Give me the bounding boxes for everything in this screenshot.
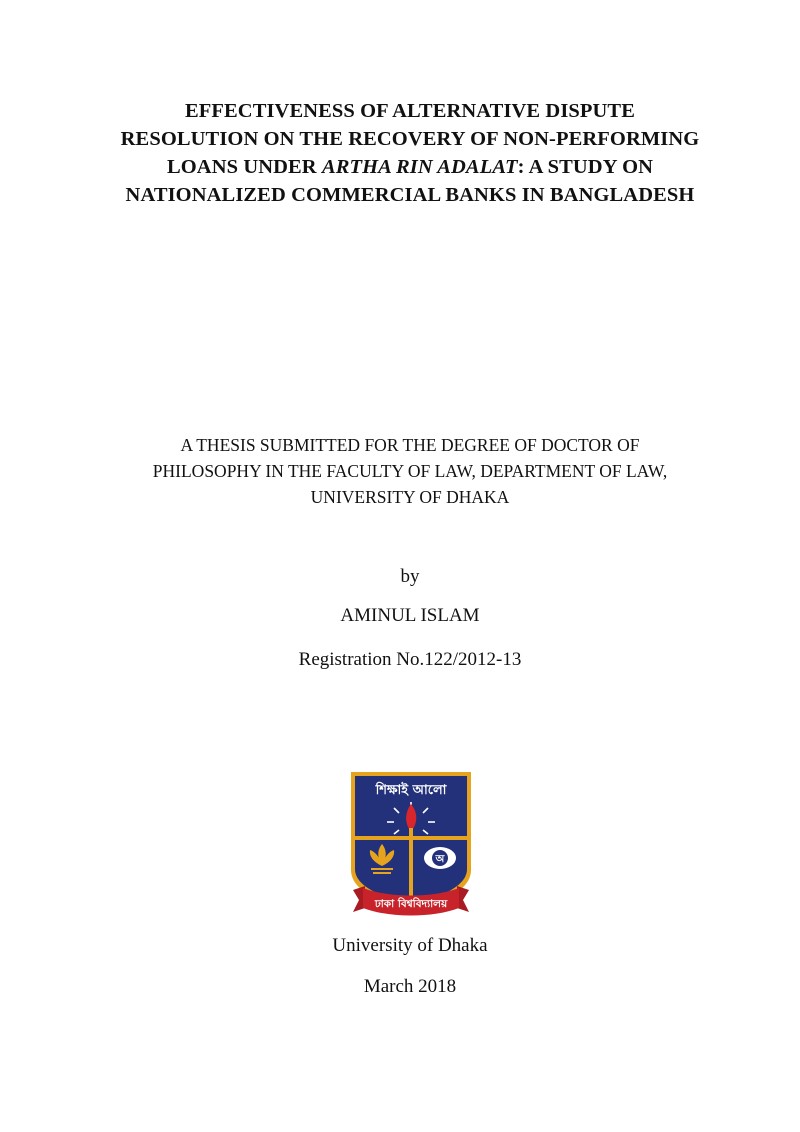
submission-statement [60, 432, 760, 510]
title-line-3 [60, 153, 760, 181]
svg-text:ঢাকা বিশ্ববিদ্যালয়: ঢাকা বিশ্ববিদ্যালয় [374, 898, 448, 910]
svg-text:শিক্ষাই আলো: শিক্ষাই আলো [375, 783, 447, 798]
title-line-3-prefix: LOANS UNDER [166, 156, 322, 178]
submission-date: March 2018 [363, 976, 457, 997]
by-label: by [400, 566, 420, 587]
svg-text:অ: অ [435, 854, 445, 865]
title-line-4: NATIONALIZED COMMERCIAL BANKS IN BANGLADESH [125, 184, 695, 206]
title-line-1: EFFECTIVENESS OF ALTERNATIVE DISPUTE [185, 100, 635, 122]
title-line-3-suffix: : A STUDY ON [517, 156, 654, 178]
submission-line-2: PHILOSOPHY IN THE FACULTY OF LAW, DEPARTMENT OF LAW, [152, 461, 668, 481]
thesis-title [60, 97, 760, 209]
registration-number: Registration No.122/2012-13 [298, 649, 522, 670]
author-name: AMINUL ISLAM [340, 605, 480, 626]
university-name: University of Dhaka [332, 935, 488, 956]
submission-line-1: A THESIS SUBMITTED FOR THE DEGREE OF DOCTOR OF [180, 435, 640, 455]
submission-line-3: UNIVERSITY OF DHAKA [310, 487, 510, 507]
title-italic-term: ARTHA RIN ADALAT [321, 156, 518, 178]
university-crest-logo [349, 770, 473, 918]
title-line-2: RESOLUTION ON THE RECOVERY OF NON-PERFORMING [120, 128, 700, 150]
